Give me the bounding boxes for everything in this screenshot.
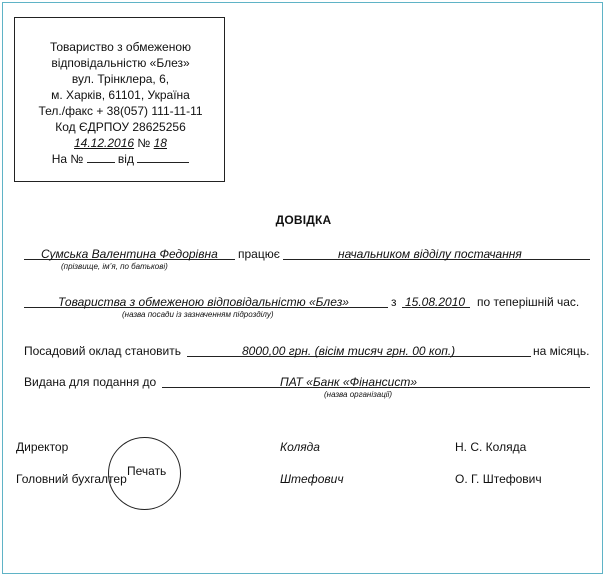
- document-title: ДОВІДКА: [275, 213, 332, 227]
- stamp-from-label: від: [117, 152, 134, 166]
- director-signature: Коляда: [280, 440, 320, 454]
- employment-since: 15.08.2010: [405, 295, 466, 309]
- issued-hint: (назва організації): [324, 390, 392, 399]
- accountant-name: О. Г. Штефович: [455, 472, 542, 486]
- stamp-line-4: м. Харків, 61101, Україна: [51, 88, 190, 102]
- seal-label: Печать: [127, 464, 167, 478]
- stamp-line-6: Код ЄДРПОУ 28625256: [55, 120, 186, 134]
- stamp-line-1: Товариство з обмеженою: [49, 40, 191, 54]
- director-name: Н. С. Коляда: [455, 440, 527, 454]
- salary-label: Посадовий оклад становить: [24, 344, 181, 358]
- employee-name: Сумська Валентина Федорівна: [41, 247, 218, 261]
- stamp-number-label: №: [137, 136, 151, 150]
- accountant-label: Головний бухгалтер: [16, 472, 127, 486]
- employee-position: начальником відділу постачання: [338, 247, 522, 261]
- works-label: працює: [238, 247, 280, 261]
- company-stamp-box: [14, 17, 225, 182]
- salary-value: 8000,00 грн. (вісім тисяч грн. 00 коп.): [242, 344, 456, 358]
- issued-label: Видана для подання до: [24, 375, 157, 389]
- stamp-incoming-row: [15, 151, 226, 167]
- from-label: з: [391, 295, 397, 309]
- issued-organisation: ПАТ «Банк «Фінансист»: [280, 375, 418, 389]
- accountant-signature: Штефович: [280, 472, 344, 486]
- stamp-line-2: відповідальністю «Блез»: [51, 56, 190, 70]
- stamp-line-5: Тел./факс + 38(057) 111-11-11: [38, 104, 203, 118]
- stamp-number: 18: [153, 136, 167, 150]
- employer-org: Товариства з обмеженою відповідальністю «Блез»: [58, 295, 349, 309]
- director-label: Директор: [16, 440, 69, 454]
- name-hint: (прізвище, ім’я, по батькові): [61, 262, 168, 271]
- org-hint: (назва посади із зазначенням підрозділу): [122, 310, 274, 319]
- stamp-line-3: вул. Трінклера, 6,: [71, 72, 170, 86]
- until-label: по теперішній час.: [477, 295, 580, 309]
- stamp-date: 14.12.2016: [74, 136, 135, 150]
- stamp-incoming-label: На №: [51, 152, 84, 166]
- salary-suffix: на місяць.: [533, 344, 590, 358]
- stamp-date-row: [15, 135, 226, 151]
